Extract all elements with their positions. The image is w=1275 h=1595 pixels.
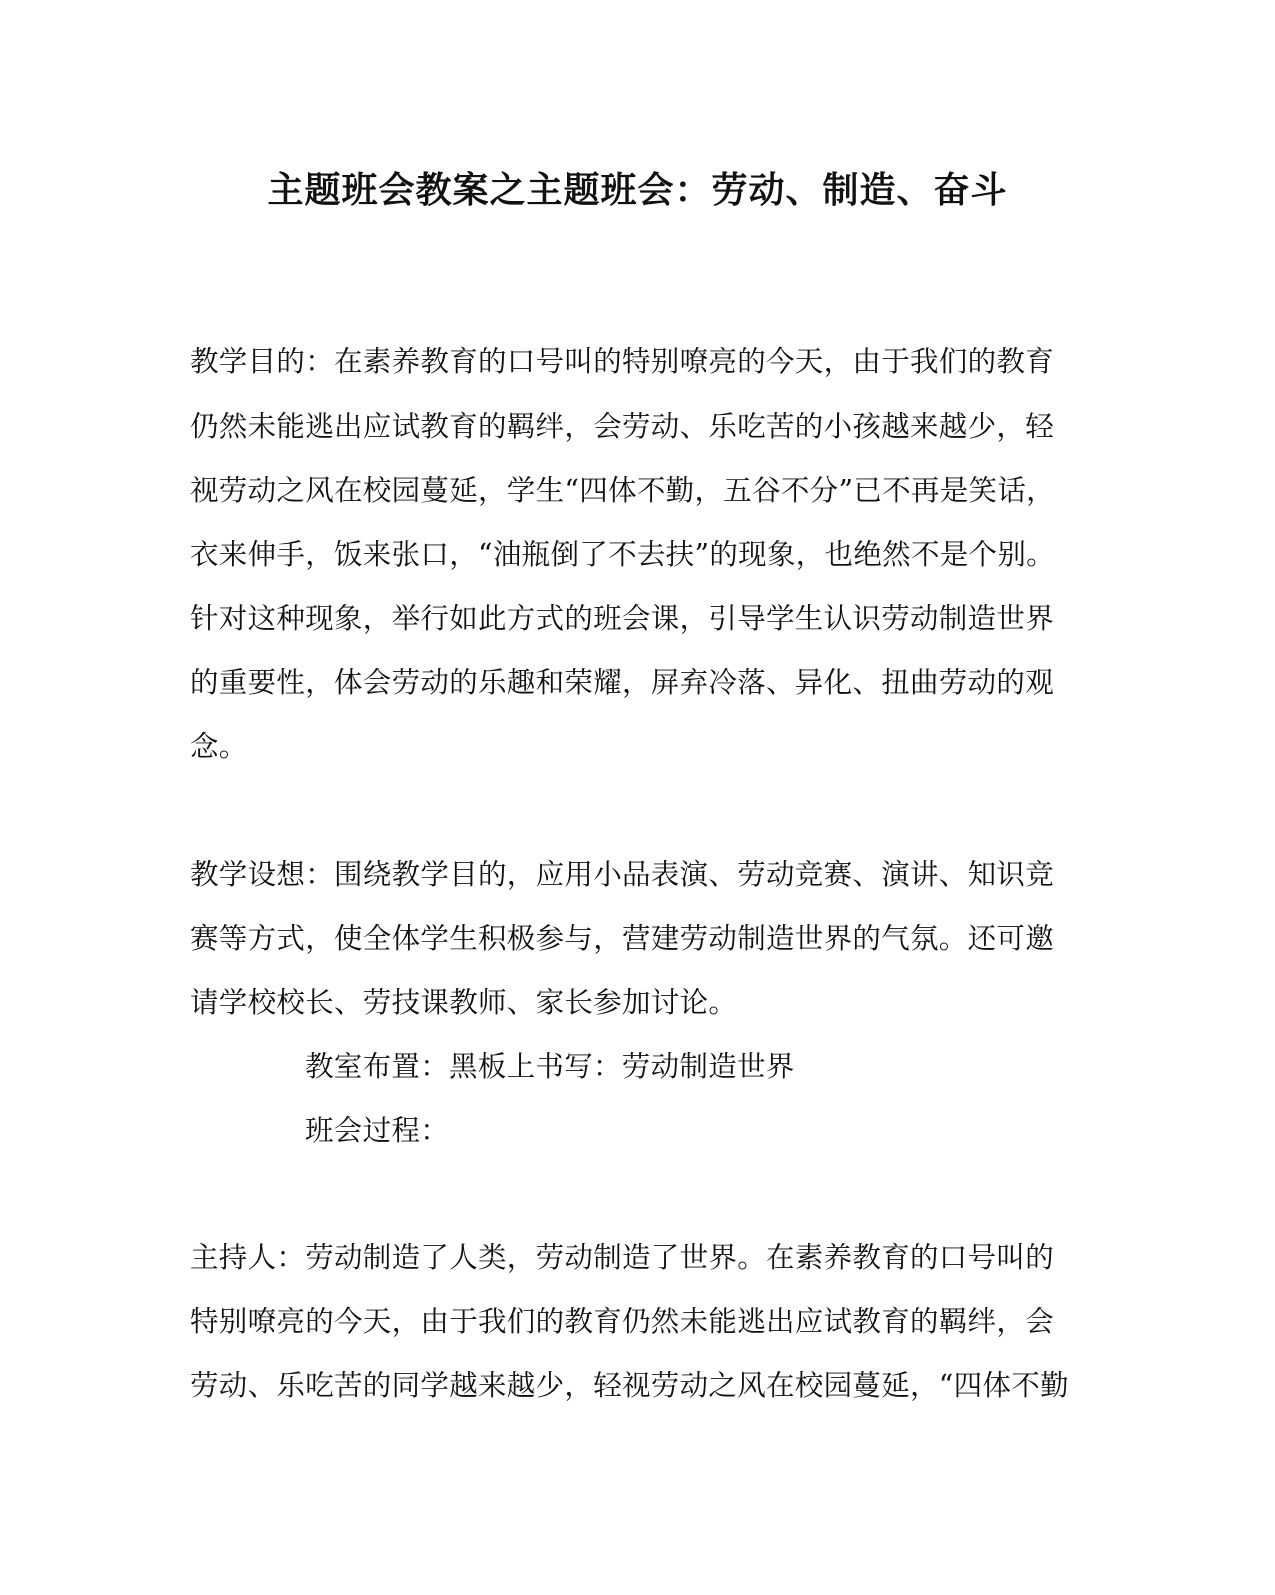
design-line-1: 教学设想：围绕教学目的，应用小品表演、劳动竞赛、演讲、知识竞 <box>190 858 1055 891</box>
host-line-2: 特别嘹亮的今天，由于我们的教育仍然未能逃出应试教育的羁绊，会 <box>190 1305 1055 1338</box>
design-line-3: 请学校校长、劳技课教师、家长参加讨论。 <box>190 986 738 1019</box>
purpose-line-4: 衣来伸手，饭来张口，“油瓶倒了不去扶”的现象，也绝然不是个别。 <box>190 538 1055 571</box>
purpose-line-5: 针对这种现象，举行如此方式的班会课，引导学生认识劳动制造世界 <box>190 602 1055 635</box>
purpose-line-3: 视劳动之风在校园蔓延，学生“四体不勤，五谷不分”已不再是笑话， <box>190 474 1055 507</box>
purpose-line-2: 仍然未能逃出应试教育的羁绊，会劳动、乐吃苦的小孩越来越少，轻 <box>190 410 1055 443</box>
meeting-process-heading: 班会过程： <box>305 1114 450 1147</box>
document-title: 主题班会教案之主题班会：劳动、制造、奋斗 <box>267 169 1008 211</box>
host-line-3: 劳动、乐吃苦的同学越来越少，轻视劳动之风在校园蔓延，“四体不勤 <box>190 1369 1069 1402</box>
purpose-line-7: 念。 <box>190 730 248 763</box>
classroom-setup-line: 教室布置：黑板上书写：劳动制造世界 <box>305 1050 795 1083</box>
design-line-2: 赛等方式，使全体学生积极参与，营建劳动制造世界的气氛。还可邀 <box>190 922 1055 955</box>
purpose-line-1: 教学目的：在素养教育的口号叫的特别嘹亮的今天，由于我们的教育 <box>190 345 1055 378</box>
host-line-1: 主持人：劳动制造了人类，劳动制造了世界。在素养教育的口号叫的 <box>190 1241 1055 1274</box>
purpose-line-6: 的重要性，体会劳动的乐趣和荣耀，屏弃冷落、异化、扭曲劳动的观 <box>190 666 1055 699</box>
